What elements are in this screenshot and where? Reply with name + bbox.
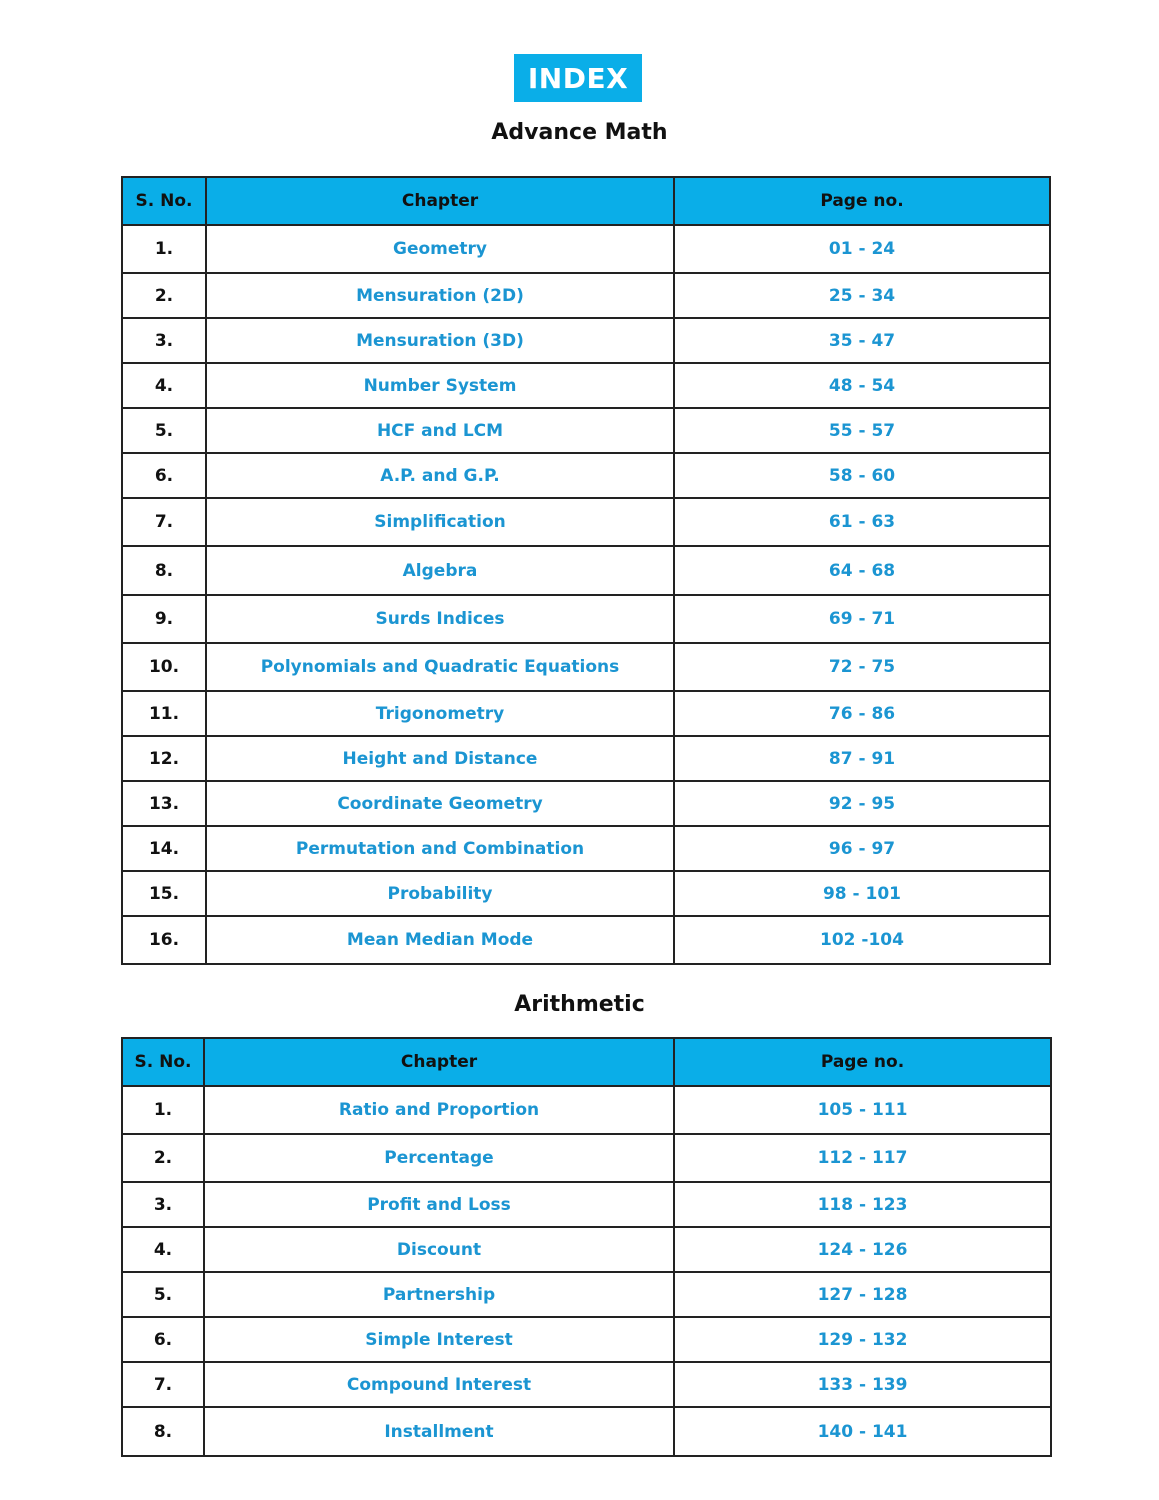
table-row	[122, 453, 1050, 498]
serial-number-text: 3.	[154, 330, 174, 351]
row-serial-number	[122, 871, 206, 916]
table-row	[122, 1407, 1051, 1456]
page-range: 96 - 97	[674, 826, 1050, 871]
table-row	[122, 643, 1050, 691]
page-range: 64 - 68	[674, 546, 1050, 595]
chapter-name: Number System	[206, 363, 674, 408]
table-row	[122, 1086, 1051, 1134]
row-serial-number	[122, 546, 206, 595]
chapter-name: Installment	[204, 1407, 674, 1456]
page-range: 58 - 60	[674, 453, 1050, 498]
row-serial-number	[122, 781, 206, 826]
row-serial-number	[122, 498, 206, 546]
column-header-page: Page no.	[674, 177, 1050, 225]
table-row	[122, 363, 1050, 408]
row-serial-number	[122, 736, 206, 781]
page-range: 61 - 63	[674, 498, 1050, 546]
serial-number-text: 2.	[153, 1148, 173, 1168]
page-range: 98 - 101	[674, 871, 1050, 916]
page-range: 76 - 86	[674, 691, 1050, 736]
row-serial-number	[122, 595, 206, 643]
row-serial-number	[122, 363, 206, 408]
table-row	[122, 318, 1050, 363]
serial-number-text: 1.	[154, 239, 174, 259]
arithmetic-table	[121, 1037, 1052, 1457]
chapter-name: Surds Indices	[206, 595, 674, 643]
table-row	[122, 1317, 1051, 1362]
table-row	[122, 736, 1050, 781]
chapter-name: Mensuration (2D)	[206, 273, 674, 318]
column-header-sno: S. No.	[122, 1038, 204, 1086]
page-range: 124 - 126	[674, 1227, 1051, 1272]
chapter-name: Coordinate Geometry	[206, 781, 674, 826]
page-range: 55 - 57	[674, 408, 1050, 453]
row-serial-number	[122, 453, 206, 498]
section-title-arithmetic: Arithmetic	[514, 992, 645, 1017]
page-range: 133 - 139	[674, 1362, 1051, 1407]
page-range: 140 - 141	[674, 1407, 1051, 1456]
chapter-name: Partnership	[204, 1272, 674, 1317]
chapter-name: Compound Interest	[204, 1362, 674, 1407]
row-serial-number	[122, 1362, 204, 1407]
chapter-name: Geometry	[206, 225, 674, 273]
page-range: 102 -104	[674, 916, 1050, 964]
serial-number-text: 4.	[154, 375, 174, 396]
row-serial-number	[122, 1227, 204, 1272]
table-row	[122, 871, 1050, 916]
page-range: 01 - 24	[674, 225, 1050, 273]
chapter-name: Polynomials and Quadratic Equations	[206, 643, 674, 691]
serial-number-text: 7.	[153, 1374, 173, 1395]
serial-number-text: 16.	[148, 930, 180, 950]
chapter-name: Profit and Loss	[204, 1182, 674, 1227]
table-row	[122, 1272, 1051, 1317]
row-serial-number	[122, 1134, 204, 1182]
serial-number-text: 13.	[148, 793, 180, 814]
page-range: 127 - 128	[674, 1272, 1051, 1317]
chapter-name: Discount	[204, 1227, 674, 1272]
section-title-advance-math: Advance Math	[491, 120, 668, 145]
page-range: 92 - 95	[674, 781, 1050, 826]
serial-number-text: 12.	[148, 748, 180, 769]
chapter-name: Simplification	[206, 498, 674, 546]
table-row	[122, 225, 1050, 273]
table-row	[122, 595, 1050, 643]
row-serial-number	[122, 408, 206, 453]
serial-number-text: 11.	[148, 703, 180, 724]
table-row	[122, 546, 1050, 595]
row-serial-number	[122, 1407, 204, 1456]
page-range: 105 - 111	[674, 1086, 1051, 1134]
page-range: 87 - 91	[674, 736, 1050, 781]
page-range: 35 - 47	[674, 318, 1050, 363]
serial-number-text: 9.	[154, 609, 174, 629]
page-range: 69 - 71	[674, 595, 1050, 643]
table-row	[122, 826, 1050, 871]
chapter-name: A.P. and G.P.	[206, 453, 674, 498]
table-header-row	[122, 177, 1050, 225]
chapter-name: Mensuration (3D)	[206, 318, 674, 363]
serial-number-text: 7.	[154, 512, 174, 532]
serial-number-text: 5.	[153, 1284, 173, 1305]
page-range: 129 - 132	[674, 1317, 1051, 1362]
chapter-name: Mean Median Mode	[206, 916, 674, 964]
chapter-name: Permutation and Combination	[206, 826, 674, 871]
chapter-name: Algebra	[206, 546, 674, 595]
serial-number-text: 15.	[148, 883, 180, 904]
column-header-chapter: Chapter	[204, 1038, 674, 1086]
page-range: 25 - 34	[674, 273, 1050, 318]
chapter-name: HCF and LCM	[206, 408, 674, 453]
table-row	[122, 781, 1050, 826]
row-serial-number	[122, 643, 206, 691]
page-range: 118 - 123	[674, 1182, 1051, 1227]
table-row	[122, 1134, 1051, 1182]
column-header-chapter: Chapter	[206, 177, 674, 225]
row-serial-number	[122, 225, 206, 273]
chapter-name: Percentage	[204, 1134, 674, 1182]
column-header-sno: S. No.	[122, 177, 206, 225]
row-serial-number	[122, 318, 206, 363]
chapter-name: Trigonometry	[206, 691, 674, 736]
chapter-name: Ratio and Proportion	[204, 1086, 674, 1134]
page-range: 48 - 54	[674, 363, 1050, 408]
page-range: 72 - 75	[674, 643, 1050, 691]
row-serial-number	[122, 1086, 204, 1134]
serial-number-text: 6.	[153, 1329, 173, 1350]
table-row	[122, 691, 1050, 736]
table-header-row	[122, 1038, 1051, 1086]
chapter-name: Simple Interest	[204, 1317, 674, 1362]
row-serial-number	[122, 826, 206, 871]
row-serial-number	[122, 273, 206, 318]
row-serial-number	[122, 916, 206, 964]
serial-number-text: 1.	[153, 1100, 173, 1120]
table-row	[122, 916, 1050, 964]
chapter-name: Height and Distance	[206, 736, 674, 781]
serial-number-text: 8.	[153, 1421, 173, 1442]
serial-number-text: 4.	[153, 1239, 173, 1260]
table-row	[122, 498, 1050, 546]
index-badge: INDEX	[514, 54, 642, 102]
chapter-name: Probability	[206, 871, 674, 916]
page-range: 112 - 117	[674, 1134, 1051, 1182]
advance-math-table	[121, 176, 1051, 965]
serial-number-text: 8.	[154, 560, 174, 581]
serial-number-text: 2.	[154, 285, 174, 306]
table-row	[122, 1362, 1051, 1407]
table-row	[122, 408, 1050, 453]
column-header-page: Page no.	[674, 1038, 1051, 1086]
serial-number-text: 3.	[153, 1194, 173, 1215]
row-serial-number	[122, 691, 206, 736]
row-serial-number	[122, 1272, 204, 1317]
serial-number-text: 5.	[154, 420, 174, 441]
row-serial-number	[122, 1182, 204, 1227]
table-row	[122, 1182, 1051, 1227]
serial-number-text: 10.	[148, 657, 180, 677]
table-row	[122, 273, 1050, 318]
serial-number-text: 6.	[154, 465, 174, 486]
row-serial-number	[122, 1317, 204, 1362]
table-row	[122, 1227, 1051, 1272]
serial-number-text: 14.	[148, 838, 180, 859]
